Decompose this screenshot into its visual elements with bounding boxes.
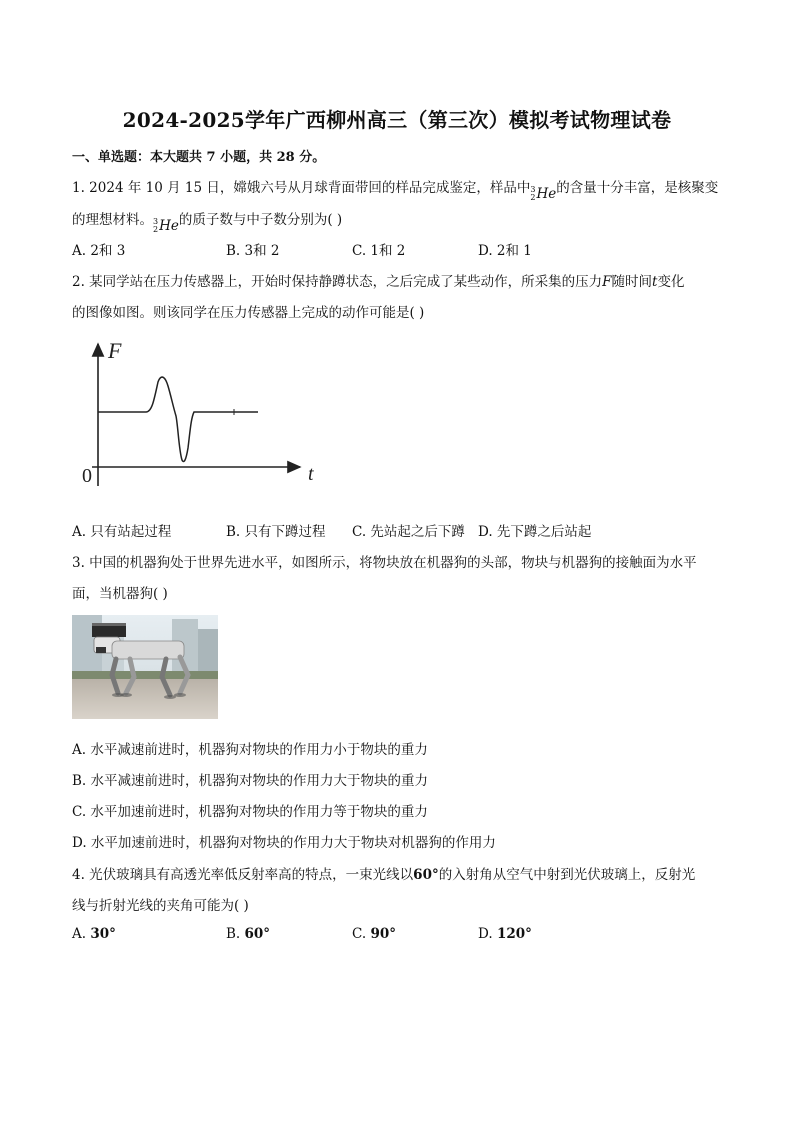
graph-x-label: t: [308, 463, 314, 485]
q1-isotope-2: [153, 218, 179, 234]
q1-line2-post: 的质子数与中子数分别为( ): [178, 212, 343, 228]
q2-line1-post: 变化: [657, 274, 685, 290]
q2-option-d[interactable]: D. 先下蹲之后站起: [478, 524, 592, 540]
q4-option-b-letter: B.: [226, 926, 241, 942]
isotope-atomic-2: 2: [153, 225, 159, 234]
isotope-symbol-2: He: [159, 218, 179, 234]
isotope-mass: 3: [530, 185, 536, 194]
q2-line1-mid: 随时间: [611, 274, 653, 290]
q1-option-d[interactable]: D. 2和 1: [478, 243, 532, 259]
q1-isotope: [530, 186, 556, 202]
q2-line2: 的图像如图。则该同学在压力传感器上完成的动作可能是( ): [72, 305, 425, 321]
q4-option-a-letter: A.: [72, 926, 87, 942]
q4-option-c[interactable]: [352, 926, 396, 942]
q1-line2: [72, 208, 722, 234]
q3-line1: 3. 中国的机器狗处于世界先进水平，如图所示，将物块放在机器狗的头部，物块与机器狗的接触面为水平: [72, 555, 697, 571]
q1-line1-post: 的含量十分丰富，是核聚变: [556, 180, 719, 196]
q1-option-c[interactable]: C. 1和 2: [352, 243, 406, 259]
q2-line1-pre: 2. 某同学站在压力传感器上，开始时保持静蹲状态，之后完成了某些动作，所采集的压力: [72, 274, 603, 290]
q3-option-d[interactable]: D. 水平加速前进时，机器狗对物块的作用力大于物块对机器狗的作用力: [72, 835, 496, 851]
q3-option-b[interactable]: B. 水平减速前进时，机器狗对物块的作用力大于物块的重力: [72, 773, 429, 789]
q4-option-a[interactable]: [72, 926, 116, 942]
q4-option-a-value: 30°: [90, 926, 116, 942]
q1-option-b[interactable]: B. 3和 2: [226, 243, 280, 259]
graph-origin-label: 0: [82, 465, 92, 487]
q1-line1: [72, 176, 722, 202]
q4-option-d[interactable]: [478, 926, 532, 942]
q4-option-c-value: 90°: [370, 926, 396, 942]
q2-var-f: F: [602, 274, 612, 290]
q1-line1-pre: 1. 2024 年 10 月 15 日，嫦娥六号从月球背面带回的样品完成鉴定，样品中: [72, 180, 531, 196]
q4-option-d-value: 120°: [496, 926, 532, 942]
robot-dog-photo: [72, 615, 218, 719]
q2-option-a[interactable]: A. 只有站起过程: [72, 524, 172, 540]
q2-line1: [72, 270, 722, 290]
isotope-symbol: He: [536, 186, 557, 202]
section-heading: 一、单选题：本大题共 7 小题，共 28 分。: [72, 150, 326, 165]
q4-line1-post: 的入射角从空气中射到光伏玻璃上，反射光: [438, 867, 696, 883]
q4-option-b[interactable]: [226, 926, 270, 942]
q4-option-b-value: 60°: [244, 926, 271, 942]
q3-option-c[interactable]: C. 水平加速前进时，机器狗对物块的作用力等于物块的重力: [72, 804, 428, 820]
q1-option-a[interactable]: A. 2和 3: [72, 243, 126, 259]
q2-var-t: t: [652, 274, 658, 290]
graph-y-label: F: [108, 338, 122, 363]
q4-line1: [72, 863, 722, 883]
q4-line2: 线与折射光线的夹角可能为( ): [72, 898, 249, 914]
force-time-graph: [78, 336, 338, 496]
q3-line2: 面，当机器狗( ): [72, 586, 168, 602]
q1-line2-pre: 的理想材料。: [72, 212, 153, 228]
q4-option-d-letter: D.: [478, 926, 493, 942]
page-title: 2024-2025学年广西柳州高三（第三次）模拟考试物理试卷: [122, 108, 672, 132]
force-curve: [98, 377, 258, 461]
q3-option-a[interactable]: A. 水平减速前进时，机器狗对物块的作用力小于物块的重力: [72, 742, 428, 758]
q2-option-b[interactable]: B. 只有下蹲过程: [226, 524, 326, 540]
isotope-mass-2: 3: [153, 217, 159, 226]
q4-option-c-letter: C.: [352, 926, 367, 942]
q4-line1-pre: 4. 光伏玻璃具有高透光率低反射率高的特点，一束光线以: [72, 867, 414, 883]
q2-option-c[interactable]: C. 先站起之后下蹲: [352, 524, 465, 540]
q4-incident-angle: 60°: [413, 867, 439, 883]
isotope-atomic: 2: [530, 193, 536, 202]
